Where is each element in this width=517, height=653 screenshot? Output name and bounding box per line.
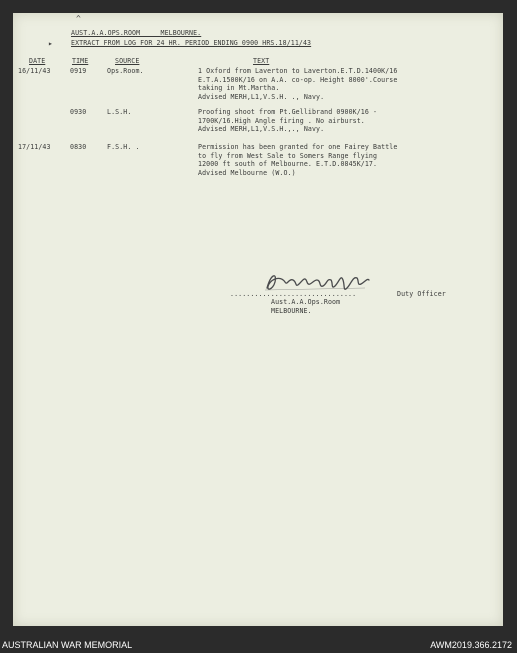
column-header-time: TIME [72,57,89,65]
signature-dots: ............................... [230,290,357,298]
archive-credit: AUSTRALIAN WAR MEMORIAL [2,640,133,650]
column-header-date: DATE [29,57,46,65]
entry-text: 1 Oxford from Laverton to Laverton.E.T.D.1400K/16 E.T.A.1500K/16 on A.A. co-op. Height 8000'.Course taking in Mt.Martha. Advised MERH,L1,V.S.H. ., Navy. [198,67,398,101]
entry-source: Ops.Room. [107,67,144,75]
pencil-mark: ^ [76,14,81,23]
entry-time: 0930 [70,108,87,116]
column-header-source: SOURCE [115,57,140,65]
column-header-text: TEXT [253,57,270,65]
duty-officer-title: Duty Officer [397,290,446,298]
document-page [13,13,503,626]
entry-text: Proofing shoot from Pt.Gellibrand 0900K/16 - 1700K/16.High Angle firing . No airburst. Advised MERH,L1,V.S.H.,., Navy. [198,108,378,134]
entry-date: 16/11/43 [18,67,51,75]
entry-time: 0830 [70,143,87,151]
footer-location: MELBOURNE. [271,307,312,315]
entry-text: Permission has been granted for one Fairey Battle to fly from West Sale to Somers Range flying 12000 ft south of Melbourne. E.T.D.0845K/17. Advised Melbourne (W.O.) [198,143,398,177]
catalogue-number: AWM2019.366.2172 [430,640,512,650]
entry-source: L.S.H. [107,108,132,116]
corner-mark: ▸ [48,39,53,48]
entry-date: 17/11/43 [18,143,51,151]
entry-source: F.S.H. . [107,143,140,151]
entry-time: 0919 [70,67,87,75]
header-line-2: EXTRACT FROM LOG FOR 24 HR. PERIOD ENDING 0900 HRS.18/11/43 [71,39,312,47]
header-line-1: AUST.A.A.OPS.ROOM MELBOURNE. [71,29,202,37]
footer-unit: Aust.A.A.Ops.Room [271,298,341,306]
